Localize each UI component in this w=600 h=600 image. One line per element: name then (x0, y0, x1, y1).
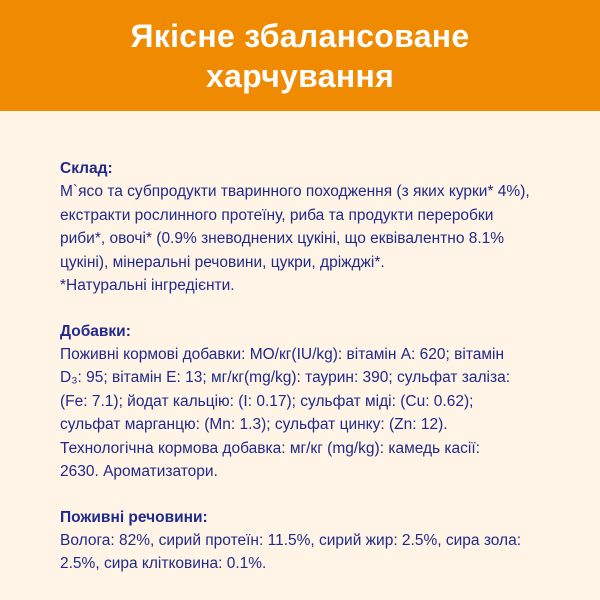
additives-line: сульфат марганцю: (Mn: 1.3); сульфат цинку: (Zn: 12). (60, 416, 448, 433)
additives-line: D₃: 95; вітамін Е: 13; мг/кг(mg/kg): таурин: 390; сульфат заліза: (60, 369, 510, 386)
nutrients-line: 2.5%, сира клітковина: 0.1%. (60, 555, 267, 572)
nutrients-title: Поживні речовини: (60, 508, 208, 526)
additives-line: Поживні кормові добавки: МО/кг(IU/kg): вітамін А: 620; вітамін (60, 345, 505, 363)
additives-title: Добавки: (60, 322, 131, 340)
composition-line: цукіні), мінеральні речовини, цукри, дріжджі*. (60, 253, 385, 271)
header-banner (0, 0, 600, 111)
composition-line: риби*, овочі* (0.9% зневоднених цукіні, що еквівалентно 8.1% (60, 230, 505, 247)
content-area (60, 157, 560, 598)
additives-line: (Fe: 7.1); йодат кальцію: (I: 0.17); сульфат міді: (Cu: 0.62); (60, 392, 474, 410)
composition-section (60, 157, 560, 298)
composition-line: екстракти рослинного протеїну, риба та продукти переробки (60, 206, 494, 224)
page-title-line-1: Якісне збалансоване (130, 17, 470, 54)
nutrients-line: Волога: 82%, сирий протеїн: 11.5%, сирий жир: 2.5%, сира зола: (60, 531, 522, 549)
additives-line: Технологічна кормова добавка: мг/кг (mg/kg): камедь касії: (60, 439, 480, 457)
composition-title: Склад: (60, 160, 113, 177)
composition-line: М`ясо та субпродукти тваринного походження (з яких курки* 4%), (60, 183, 530, 200)
page-title-line-2: харчування (205, 57, 395, 94)
additives-section (60, 320, 560, 484)
additives-line: 2630. Ароматизатори. (60, 463, 218, 480)
composition-line: *Натуральні інгредієнти. (60, 277, 235, 294)
nutrients-section (60, 506, 560, 576)
